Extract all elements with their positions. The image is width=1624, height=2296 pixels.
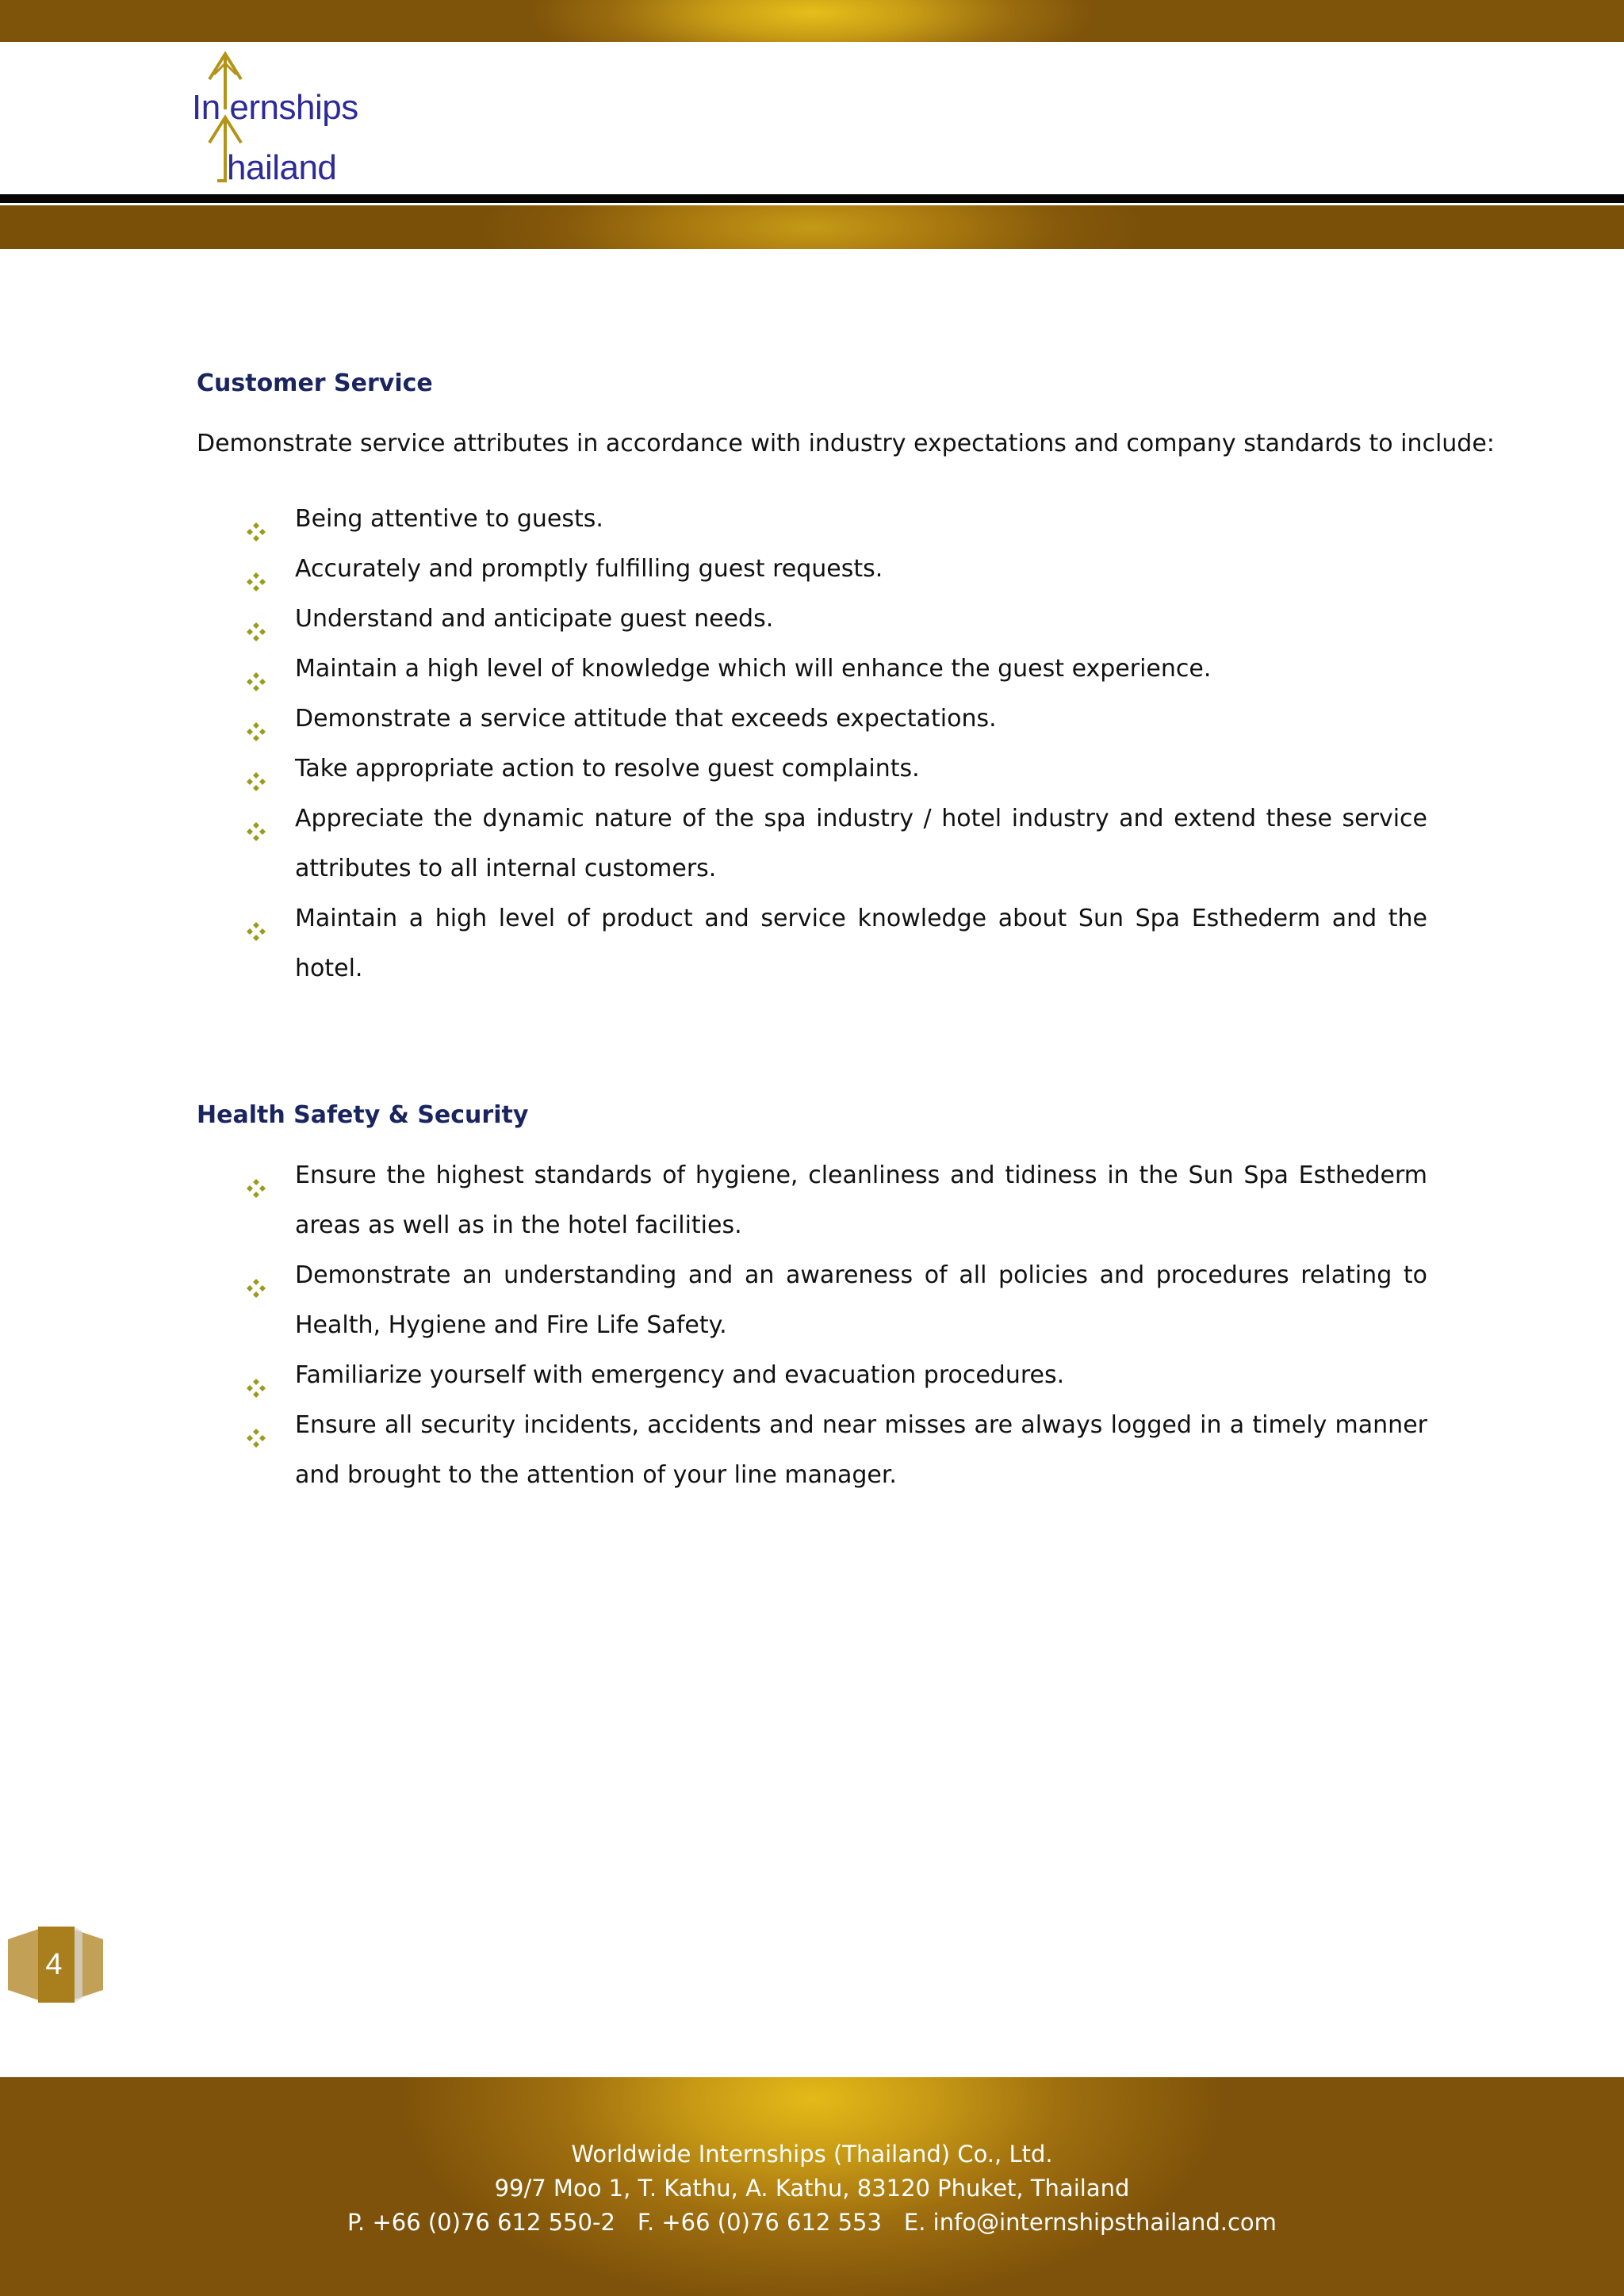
footer-address: 99/7 Moo 1, T. Kathu, A. Kathu, 83120 Phuket, Thailand <box>494 2175 1130 2202</box>
section-intro: Demonstrate service attributes in accordance with industry expectations and company standards to include: <box>197 430 1495 457</box>
document-body <box>197 349 1495 1500</box>
list-item <box>197 694 1427 744</box>
diamond-bullet-icon <box>246 560 266 580</box>
diamond-bullet-icon <box>246 1416 266 1437</box>
list-item-text: Appreciate the dynamic nature of the spa industry / hotel industry and extend these service attributes to all internal customers. <box>295 805 1427 882</box>
list-item <box>197 794 1427 894</box>
diamond-bullet-icon <box>246 1266 266 1287</box>
footer-email[interactable]: E. info@internshipsthailand.com <box>903 2209 1277 2236</box>
customer-service-list <box>197 494 1427 993</box>
list-item <box>197 1350 1427 1400</box>
list-item <box>197 594 1427 644</box>
footer-company: Worldwide Internships (Thailand) Co., Ltd. <box>571 2141 1053 2168</box>
header-top-band <box>0 0 1624 42</box>
footer <box>0 2077 1624 2296</box>
list-item-text: Being attentive to guests. <box>295 505 603 533</box>
diamond-bullet-icon <box>246 1166 266 1187</box>
list-item <box>197 894 1427 993</box>
footer-fax: F. +66 (0)76 612 553 <box>637 2209 882 2236</box>
company-logo <box>187 48 370 190</box>
section-heading-health-safety: Health Safety & Security <box>197 1101 529 1129</box>
diamond-bullet-icon <box>246 710 266 730</box>
page-number-badge <box>6 1925 105 2004</box>
diamond-bullet-icon <box>246 760 266 780</box>
list-item <box>197 744 1427 794</box>
list-item <box>197 494 1427 544</box>
list-item-text: Ensure the highest standards of hygiene, cleanliness and tidiness in the Sun Spa Esthederm areas as well as in the hotel facilities. <box>295 1161 1427 1239</box>
list-item-text: Accurately and promptly fulfilling guest requests. <box>295 555 883 583</box>
section-heading-customer-service: Customer Service <box>197 369 433 397</box>
list-item <box>197 644 1427 694</box>
header-rule <box>0 194 1624 203</box>
list-item <box>197 1250 1427 1350</box>
diamond-bullet-icon <box>246 909 266 930</box>
section-spacer <box>197 993 1427 1081</box>
list-item-text: Understand and anticipate guest needs. <box>295 605 774 633</box>
diamond-bullet-icon <box>246 809 266 830</box>
list-item-text: Demonstrate a service attitude that exceeds expectations. <box>295 705 997 733</box>
page-number: 4 <box>45 1947 63 1981</box>
footer-text <box>0 2137 1624 2240</box>
list-item-text: Demonstrate an understanding and an awareness of all policies and procedures relating to Health, Hygiene and Fire Life Safety. <box>295 1261 1427 1339</box>
logo-text-line1: In ernships <box>192 88 358 127</box>
list-item-text: Take appropriate action to resolve guest complaints. <box>295 755 920 783</box>
list-item-text: Maintain a high level of knowledge which will enhance the guest experience. <box>295 655 1212 683</box>
footer-contacts <box>0 2206 1624 2240</box>
health-safety-list <box>197 1150 1427 1500</box>
list-item-text: Ensure all security incidents, accidents and near misses are always logged in a timely manner and brought to the attention of your line manager. <box>295 1411 1427 1489</box>
list-item <box>197 544 1427 594</box>
diamond-bullet-icon <box>246 1366 266 1387</box>
diamond-bullet-icon <box>246 610 266 630</box>
diamond-bullet-icon <box>246 510 266 530</box>
list-item-text: Familiarize yourself with emergency and evacuation procedures. <box>295 1361 1065 1389</box>
footer-phone: P. +66 (0)76 612 550-2 <box>347 2209 615 2236</box>
logo-text-line2: hailand <box>227 148 337 187</box>
list-item-text: Maintain a high level of product and service knowledge about Sun Spa Esthederm and the hotel. <box>295 905 1427 982</box>
list-item <box>197 1150 1427 1250</box>
list-item <box>197 1400 1427 1500</box>
diamond-bullet-icon <box>246 660 266 680</box>
header-gold-band <box>0 205 1624 249</box>
